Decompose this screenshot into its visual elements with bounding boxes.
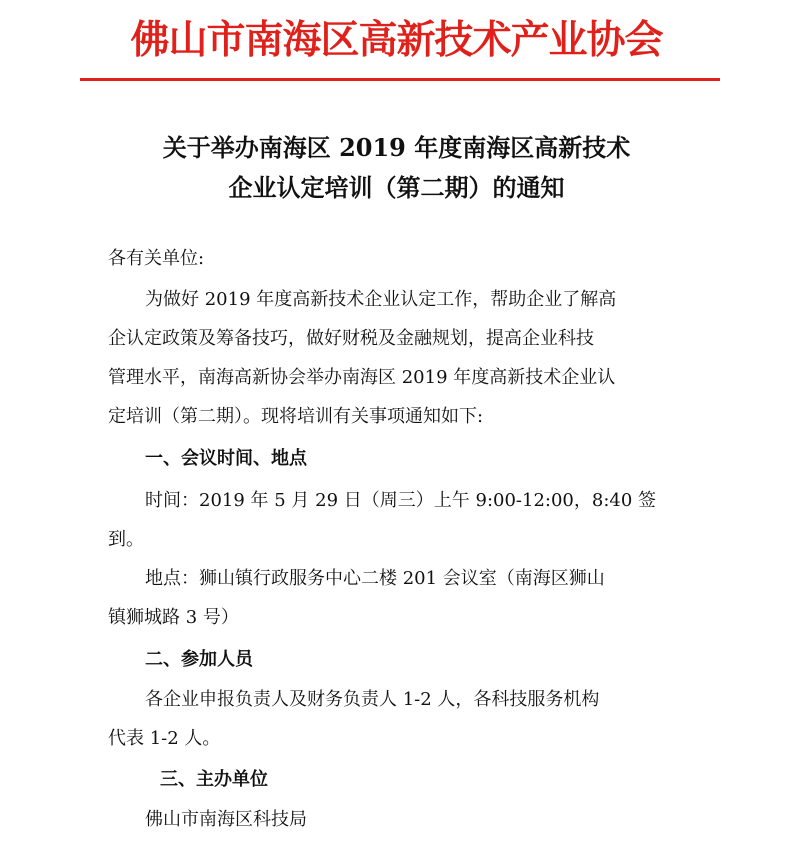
notice-title <box>0 128 793 208</box>
time-line-2: 到。 <box>108 529 144 550</box>
place-line-2: 镇狮城路 3 号） <box>108 607 239 628</box>
attendees-line-2: 代表 1-2 人。 <box>108 728 221 749</box>
letterhead-org-name: 佛山市南海区高新技术产业协会 <box>130 17 663 63</box>
notice-title-line-1: 关于举办南海区 2019 年度南海区高新技术 <box>162 133 631 162</box>
letterhead-divider <box>80 78 720 81</box>
notice-title-line-2: 企业认定培训（第二期）的通知 <box>228 173 565 202</box>
organizer-line: 佛山市南海区科技局 <box>145 809 307 830</box>
section-3-heading: 三、主办单位 <box>160 769 268 790</box>
place-line-1: 地点：狮山镇行政服务中心二楼 201 会议室（南海区狮山 <box>145 568 605 589</box>
intro-line-3: 管理水平，南海高新协会举办南海区 2019 年度高新技术企业认 <box>108 367 616 388</box>
attendees-line-1: 各企业申报负责人及财务负责人 1-2 人，各科技服务机构 <box>145 689 600 710</box>
section-2-heading: 二、参加人员 <box>145 649 253 670</box>
salutation: 各有关单位: <box>108 248 205 269</box>
intro-line-4: 定培训（第二期）。现将培训有关事项通知如下: <box>108 406 484 427</box>
intro-line-2: 企认定政策及筹备技巧，做好财税及金融规划，提高企业科技 <box>108 328 594 349</box>
section-1-heading: 一、会议时间、地点 <box>145 448 307 469</box>
time-line-1: 时间：2019 年 5 月 29 日（周三）上午 9:00-12:00，8:40 签 <box>145 490 657 511</box>
intro-line-1: 为做好 2019 年度高新技术企业认定工作，帮助企业了解高 <box>145 289 617 310</box>
